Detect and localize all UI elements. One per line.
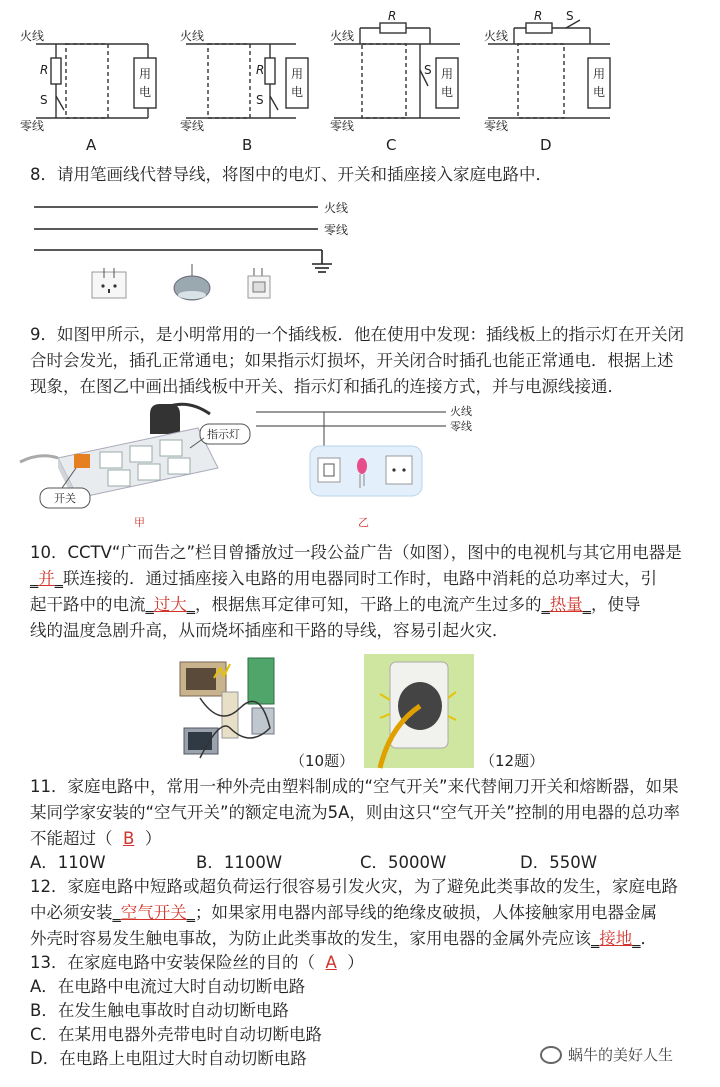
fire-label-a: 火线 — [20, 29, 45, 43]
q10-answer-3: 热量 — [549, 595, 583, 614]
q12-line2: 中必须安装_空气开关_；如果家用电器内部导线的绝缘皮破损，人体接触家用电器金属 — [30, 903, 657, 922]
q8-socket-icon — [92, 268, 126, 298]
appliance-a-1: 用 — [139, 67, 152, 81]
q12-line3: 外壳时容易发生触电事故，为防止此类事故的发生，家用电器的金属外壳应该_接地_． — [30, 929, 657, 948]
q8-fire-label: 火线 — [324, 201, 349, 215]
q9-line1: 9．如图甲所示，是小明常用的一个插线板．他在使用中发现：插线板上的指示灯在开关闭 — [30, 325, 684, 344]
q11-option-d: D．550W — [520, 853, 598, 872]
q11-line3: 不能超过（ B ） — [30, 829, 162, 848]
q10-line4: 线的温度急剧升高，从而烧坏插座和干路的导线，容易引起火灾． — [30, 621, 509, 640]
r-label-d: R — [534, 9, 543, 23]
r-label-b: R — [256, 63, 265, 77]
fig-b-label: 乙 — [358, 516, 369, 529]
q12-answer-2: 接地 — [599, 929, 633, 948]
q10-blank-post: _ — [54, 569, 63, 588]
appliance-c-1: 用 — [441, 67, 454, 81]
option-c-label: C — [386, 136, 397, 154]
q10-answer-1: 并 — [38, 569, 55, 588]
caption-q10: （10题） — [290, 752, 355, 770]
q11-option-b: B．1100W — [196, 853, 283, 872]
q10-line3-a: 起干路中的电流 — [30, 595, 146, 614]
q11-option-a: A．110W — [30, 853, 106, 872]
q12-line1: 12．家庭电路中短路或超负荷运行很容易引发火灾，为了避免此类事故的发生，家庭电路 — [30, 877, 678, 896]
fire-label-c: 火线 — [330, 29, 355, 43]
neutral-label-d: 零线 — [484, 119, 509, 133]
q10-line2 — [30, 566, 657, 592]
q9-figures — [0, 400, 720, 540]
appliance-c-2: 电 — [441, 85, 454, 99]
neutral-label-a: 零线 — [20, 119, 45, 133]
q9-line3: 现象，在图乙中画出插线板中开关、指示灯和插孔的连接方式，并与电源线接通． — [30, 377, 624, 396]
caption-q12: （12题） — [480, 752, 545, 770]
option-a-label: A — [86, 136, 97, 154]
q13-option-a: A．在电路中电流过大时自动切断电路 — [30, 977, 306, 996]
q11-stem: 不能超过（ — [30, 829, 113, 848]
q10-blank-pre: _ — [30, 569, 39, 588]
q12-answer-1: 空气开关 — [120, 903, 187, 922]
q13-option-b: B．在发生触电事故时自动切断电路 — [30, 1001, 289, 1020]
q9-line2: 合时会发光，插孔正常通电；如果指示灯损坏，开关闭合时插孔也能正常通电．根据上述 — [30, 351, 674, 370]
q8-diagram — [0, 192, 720, 310]
switch-callout: 开关 — [54, 492, 76, 505]
q11-line2: 某同学家安装的“空气开关”的额定电流为5A，则由这只“空气开关”控制的用电器的总功率 — [30, 803, 680, 822]
q11-line1: 11．家庭电路中，常用一种外壳由塑料制成的“空气开关”来代替闸刀开关和熔断器，如果 — [30, 777, 679, 796]
q10-answer-2: 过大 — [153, 595, 187, 614]
watermark-text: 蜗牛的美好人生 — [568, 1046, 674, 1064]
q13-option-c: C．在某用电器外壳带电时自动切断电路 — [30, 1025, 323, 1044]
appliance-d-1: 用 — [593, 67, 606, 81]
q9-neutral-label: 零线 — [450, 420, 472, 433]
fig-a-label: 甲 — [134, 516, 145, 529]
r-label-a: R — [40, 63, 49, 77]
q10-q12-images — [0, 648, 720, 774]
fire-label-d: 火线 — [484, 29, 509, 43]
wechat-icon — [540, 1046, 562, 1064]
q9-fire-label: 火线 — [450, 405, 472, 418]
appliance-b-1: 用 — [291, 67, 304, 81]
q13-stem: 13．在家庭电路中安装保险丝的目的（ A ） — [30, 953, 364, 972]
q8-neutral-label: 零线 — [324, 223, 349, 237]
option-b-label: B — [242, 136, 253, 154]
q8-text: 8．请用笔画线代替导线，将图中的电灯、开关和插座接入家庭电路中． — [30, 165, 552, 184]
watermark — [540, 1044, 673, 1065]
appliance-d-2: 电 — [593, 85, 606, 99]
outlet-image — [364, 654, 474, 768]
indicator-callout: 指示灯 — [207, 428, 240, 441]
circuit-diagrams — [0, 0, 720, 160]
fire-label-b: 火线 — [180, 29, 205, 43]
s-label-b: S — [256, 93, 264, 107]
q10-line2-text: 联连接的．通过插座接入电路的用电器同时工作时，电路中消耗的总功率过大，引 — [63, 569, 657, 588]
appliance-a-2: 电 — [139, 85, 152, 99]
q13-answer: A — [325, 953, 337, 972]
q10-line3-b: ，根据焦耳定律可知，干路上的电流产生过多的 — [195, 595, 542, 614]
q11-option-c: C．5000W — [360, 853, 447, 872]
fig-b-socket — [386, 456, 412, 484]
r-label-c: R — [388, 9, 397, 23]
q10-line3-c: ，使导 — [591, 595, 641, 614]
q8-lamp-icon — [174, 264, 210, 300]
s-label-d: S — [566, 9, 574, 23]
s-label-c: S — [424, 63, 432, 77]
q8-switch-icon — [248, 268, 270, 298]
q10-line3: 起干路中的电流_过大_，根据焦耳定律可知，干路上的电流产生过多的_热量_，使导 — [30, 595, 641, 614]
option-d-label: D — [540, 136, 552, 154]
neutral-label-b: 零线 — [180, 119, 205, 133]
s-label-a: S — [40, 93, 48, 107]
appliance-b-2: 电 — [291, 85, 304, 99]
appliances-image — [180, 658, 274, 758]
q13-option-d: D．在电路上电阻过大时自动切断电路 — [30, 1049, 307, 1068]
neutral-label-c: 零线 — [330, 119, 355, 133]
q11-answer: B — [123, 829, 135, 848]
q10-line1: 10．CCTV“广而告之”栏目曾播放过一段公益广告（如图），图中的电视机与其它用电器是 — [30, 543, 682, 562]
